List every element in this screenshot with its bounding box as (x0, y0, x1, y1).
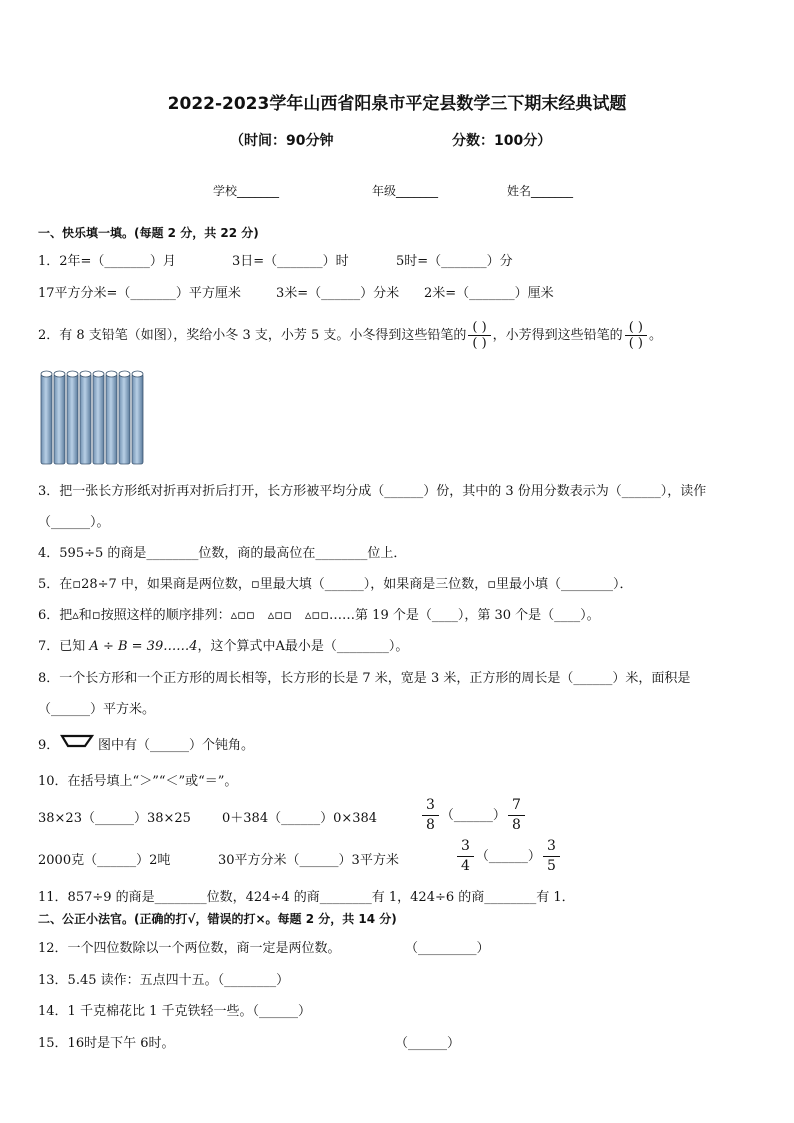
question-10-row1a: 38×23（______）38×25 (38, 811, 191, 826)
name-field: 姓名_______ (507, 184, 574, 198)
pencil (80, 374, 91, 464)
question-10-row2b: 30平方分米（______）3平方米 (218, 853, 399, 868)
question-6: 6．把▵和▫按照这样的顺序排列：▵▫▫ ▵▫▫ ▵▫▫……第 19 个是（____），第 30 个是（____）。 (38, 608, 600, 623)
question-12-blank[interactable]: （_________） (405, 941, 490, 956)
question-9-number: 9． (38, 738, 60, 753)
question-10-row2c: $\frac{3}{4}$ （______） $\frac{3}{5}$ (455, 837, 562, 876)
question-8b: （______）平方米。 (38, 702, 156, 717)
question-10-row1b: 0＋384（______）0×384 (222, 811, 378, 826)
question-1a: 1．2年=（_______）月 (38, 254, 176, 269)
pencils-figure-icon (38, 368, 148, 472)
pencil (67, 374, 78, 464)
question-1d: 17平方分米=（_______）平方厘米 (38, 286, 241, 301)
pencil (106, 374, 117, 464)
blank-fraction[interactable]: $\frac{( )}{( )}$ (468, 320, 490, 351)
question-9-text: 图中有（______）个钝角。 (98, 738, 255, 753)
section-2-heading: 二、公正小法官。(正确的打√，错误的打×。每题 2 分，共 14 分) (38, 912, 397, 926)
pencil-end (54, 371, 65, 377)
division-expression: A ÷ B = 39……4 (89, 639, 198, 654)
question-12-text: 12．一个四位数除以一个两位数，商一定是两位数。 (38, 941, 341, 956)
question-8a: 8．一个长方形和一个正方形的周长相等，长方形的长是 7 米，宽是 3 米，正方形的周长是（______）米，面积是 (38, 671, 691, 686)
exam-score: 分数：100分） (452, 133, 552, 149)
pencil (93, 374, 104, 464)
exam-time: （时间：90分钟 (230, 133, 334, 149)
pencil-end (106, 371, 117, 377)
pencil (119, 374, 130, 464)
question-3a: 3．把一张长方形纸对折再对折后打开，长方形被平均分成（______）份，其中的 3 份用分数表示为（______），读作 (38, 484, 707, 499)
question-10-intro: 10．在括号填上“＞”“＜”或“＝”。 (38, 774, 238, 789)
question-1b: 3日=（_______）时 (232, 254, 349, 269)
page-title: 2022-2023学年山西省阳泉市平定县数学三下期末经典试题 (167, 94, 627, 114)
blank-fraction[interactable]: $\frac{( )}{( )}$ (625, 320, 647, 351)
section-1-heading: 一、快乐填一填。(每题 2 分，共 22 分) (38, 226, 259, 240)
pencil (54, 374, 65, 464)
question-3b: （______）。 (38, 515, 110, 530)
question-13: 13．5.45 读作：五点四十五。（________） (38, 973, 290, 988)
pencil-end (67, 371, 78, 377)
grade-field: 年级_______ (372, 184, 439, 198)
question-1f: 2米=（_______）厘米 (424, 286, 554, 301)
question-14: 14．1 千克棉花比 1 千克铁轻一些。（______） (38, 1004, 311, 1019)
question-2-text-a: 2．有 8 支铅笔（如图），奖给小冬 3 支，小芳 5 支。小冬得到这些铅笔的 (38, 328, 467, 343)
school-field: 学校_______ (213, 184, 280, 198)
question-7: 7．已知 A ÷ B = 39……4，这个算式中A最小是（________）。 (38, 639, 409, 654)
question-1e: 3米=（______）分米 (276, 286, 400, 301)
pencil-end (80, 371, 91, 377)
question-1c: 5时=（_______）分 (396, 254, 513, 269)
trapezoid-icon (60, 734, 94, 752)
question-15-text: 15．16时是下午 6时。 (38, 1036, 175, 1051)
question-2-text-c: 。 (648, 328, 662, 343)
question-4: 4．595÷5 的商是________位数，商的最高位在________位上． (38, 546, 407, 561)
question-2-text-b: ，小芳得到这些铅笔的 (492, 328, 623, 343)
question-11: 11．857÷9 的商是________位数，424÷4 的商________有 1，424÷6 的商________有 1． (38, 890, 575, 905)
question-10-row2a: 2000克（______）2吨 (38, 853, 171, 868)
pencil (41, 374, 52, 464)
question-10-row1c: $\frac{3}{8}$ （______） $\frac{7}{8}$ (420, 796, 527, 835)
pencil-end (119, 371, 130, 377)
pencil-end (132, 371, 143, 377)
pencil-end (93, 371, 104, 377)
pencil-end (41, 371, 52, 377)
question-5: 5．在▫28÷7 中，如果商是两位数，▫里最大填（______），如果商是三位数，▫里最小填（________）． (38, 577, 633, 592)
question-15-blank[interactable]: （______） (395, 1036, 461, 1051)
pencil (132, 374, 143, 464)
question-2 (38, 318, 662, 354)
